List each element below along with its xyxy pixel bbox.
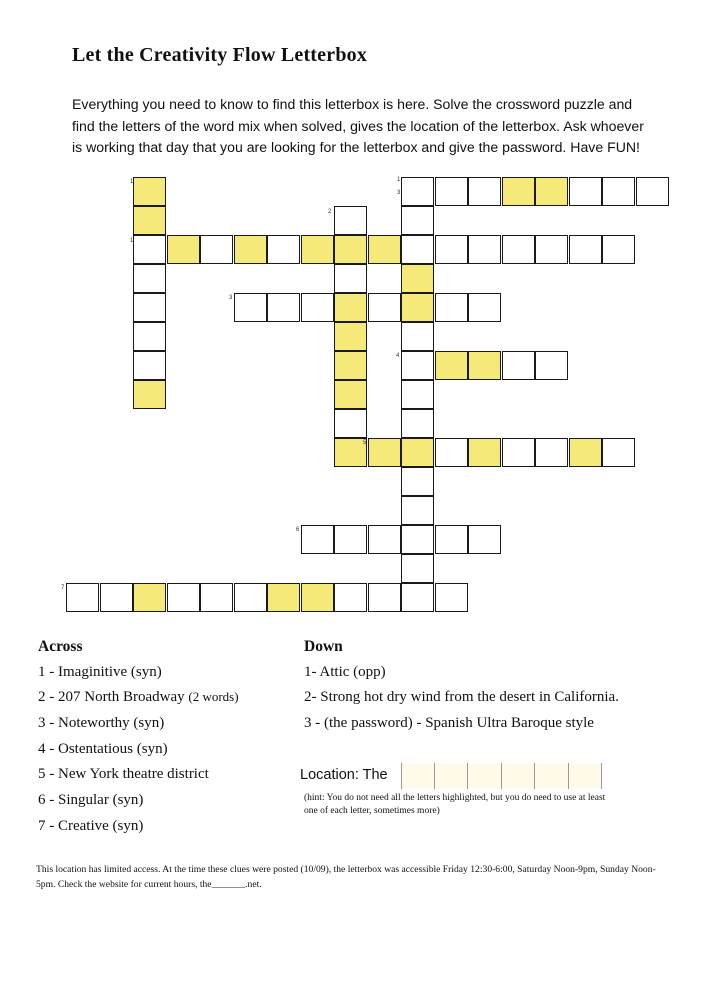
clue-number: 6 — [296, 527, 300, 533]
crossword-cell-highlighted[interactable] — [435, 351, 468, 380]
across-clue-1: 1 - Imaginitive (syn) — [38, 664, 162, 680]
crossword-cell[interactable] — [401, 351, 434, 380]
crossword-cell[interactable] — [435, 583, 468, 612]
crossword-cell-highlighted[interactable] — [267, 583, 300, 612]
crossword-cell[interactable] — [435, 235, 468, 264]
crossword-cell[interactable] — [234, 293, 267, 322]
crossword-cell-highlighted[interactable] — [334, 351, 367, 380]
crossword-cell[interactable] — [133, 351, 166, 380]
crossword-cell[interactable] — [368, 525, 401, 554]
crossword-cell[interactable] — [334, 206, 367, 235]
crossword-cell[interactable] — [468, 293, 501, 322]
crossword-cell[interactable] — [301, 293, 334, 322]
clue-number: 1 — [130, 238, 134, 244]
crossword-cell-highlighted[interactable] — [133, 583, 166, 612]
crossword-cell[interactable] — [401, 206, 434, 235]
location-label: Location: The — [300, 767, 388, 783]
crossword-cell[interactable] — [569, 177, 602, 206]
crossword-cell[interactable] — [602, 177, 635, 206]
crossword-cell[interactable] — [401, 380, 434, 409]
crossword-cell-highlighted[interactable] — [368, 235, 401, 264]
location-divider — [501, 763, 502, 789]
clue-number: 4 — [396, 353, 400, 359]
crossword-cell-highlighted[interactable] — [133, 380, 166, 409]
footer-note: This location has limited access. At the time these clues were posted (10/09), the letterbox was accessible Friday 12:30-6:00, Saturday Noon-9pm, Sunday Noon-5pm. Check the website for current hours, the_______.net. — [36, 864, 656, 890]
intro-line: is working that day that you are looking for the letterbox and give the password. Have FUN! — [72, 139, 640, 155]
crossword-cell[interactable] — [401, 467, 434, 496]
crossword-cell-highlighted[interactable] — [401, 264, 434, 293]
crossword-cell[interactable] — [401, 177, 434, 206]
crossword-cell-highlighted[interactable] — [133, 177, 166, 206]
across-clue-4: 4 - Ostentatious (syn) — [38, 741, 168, 757]
crossword-cell-highlighted[interactable] — [334, 293, 367, 322]
crossword-cell[interactable] — [401, 235, 434, 264]
clue-number: 1 — [397, 177, 401, 183]
crossword-cell[interactable] — [468, 177, 501, 206]
crossword-cell-highlighted[interactable] — [334, 380, 367, 409]
crossword-cell[interactable] — [602, 235, 635, 264]
crossword-cell[interactable] — [636, 177, 669, 206]
crossword-cell[interactable] — [133, 322, 166, 351]
location-divider — [534, 763, 535, 789]
clue-number: 7 — [61, 585, 65, 591]
location-divider — [401, 763, 402, 789]
crossword-cell[interactable] — [133, 293, 166, 322]
crossword-cell-highlighted[interactable] — [167, 235, 200, 264]
crossword-cell[interactable] — [468, 235, 501, 264]
crossword-cell-highlighted[interactable] — [133, 206, 166, 235]
across-clue-6: 6 - Singular (syn) — [38, 792, 144, 808]
crossword-cell[interactable] — [401, 525, 434, 554]
location-divider — [434, 763, 435, 789]
crossword-cell[interactable] — [368, 293, 401, 322]
across-clue-5: 5 - New York theatre district — [38, 766, 209, 782]
crossword-cell[interactable] — [301, 525, 334, 554]
crossword-cell[interactable] — [535, 235, 568, 264]
crossword-cell-highlighted[interactable] — [301, 235, 334, 264]
crossword-cell-highlighted[interactable] — [334, 235, 367, 264]
clue-number: 1 — [130, 179, 134, 185]
crossword-cell[interactable] — [133, 235, 166, 264]
crossword-cell[interactable] — [401, 409, 434, 438]
location-divider — [601, 763, 602, 789]
clue-text: 2 - 207 North Broadway — [38, 689, 189, 705]
crossword-cell-highlighted[interactable] — [468, 438, 501, 467]
crossword-cell[interactable] — [133, 264, 166, 293]
crossword-cell[interactable] — [334, 409, 367, 438]
location-divider — [467, 763, 468, 789]
crossword-cell[interactable] — [535, 351, 568, 380]
crossword-cell-highlighted[interactable] — [535, 177, 568, 206]
across-clue-7: 7 - Creative (syn) — [38, 818, 144, 834]
page-title: Let the Creativity Flow Letterbox — [72, 44, 368, 66]
crossword-cell[interactable] — [535, 438, 568, 467]
crossword-cell[interactable] — [334, 264, 367, 293]
crossword-cell[interactable] — [401, 322, 434, 351]
across-clue-3: 3 - Noteworthy (syn) — [38, 715, 165, 731]
crossword-cell[interactable] — [334, 525, 367, 554]
crossword-cell[interactable] — [502, 235, 535, 264]
crossword-cell-highlighted[interactable] — [468, 351, 501, 380]
down-clue-3: 3 - (the password) - Spanish Ultra Baroque style — [304, 715, 594, 731]
crossword-cell[interactable] — [435, 293, 468, 322]
crossword-cell[interactable] — [200, 583, 233, 612]
crossword-cell[interactable] — [66, 583, 99, 612]
crossword-cell[interactable] — [435, 438, 468, 467]
clue-number: 5 — [363, 440, 367, 446]
clue-number: 2 — [328, 209, 332, 215]
crossword-cell-highlighted[interactable] — [368, 438, 401, 467]
across-heading: Across — [38, 638, 83, 655]
location-divider — [568, 763, 569, 789]
crossword-cell-highlighted[interactable] — [502, 177, 535, 206]
crossword-cell[interactable] — [401, 496, 434, 525]
crossword-cell[interactable] — [100, 583, 133, 612]
crossword-cell[interactable] — [267, 293, 300, 322]
down-clue-2: 2- Strong hot dry wind from the desert in California. — [304, 689, 619, 705]
crossword-cell[interactable] — [569, 235, 602, 264]
crossword-cell-highlighted[interactable] — [569, 438, 602, 467]
crossword-cell[interactable] — [502, 438, 535, 467]
clue-number: 3 — [397, 190, 401, 196]
crossword-cell[interactable] — [435, 177, 468, 206]
crossword-cell[interactable] — [401, 583, 434, 612]
crossword-cell[interactable] — [167, 583, 200, 612]
crossword-cell[interactable] — [267, 235, 300, 264]
clue-number: 3 — [229, 295, 233, 301]
intro-line: find the letters of the word mix when solved, gives the location of the letterbox. Ask whoever — [72, 117, 644, 134]
crossword-cell-highlighted[interactable] — [234, 235, 267, 264]
clue-note: (2 words) — [188, 689, 239, 704]
down-heading: Down — [304, 638, 343, 655]
crossword-cell-highlighted[interactable] — [301, 583, 334, 612]
crossword-cell-highlighted[interactable] — [401, 293, 434, 322]
crossword-cell[interactable] — [502, 351, 535, 380]
crossword-cell[interactable] — [468, 525, 501, 554]
crossword-cell-highlighted[interactable] — [401, 438, 434, 467]
down-clue-1: 1- Attic (opp) — [304, 664, 386, 680]
crossword-cell-highlighted[interactable] — [334, 322, 367, 351]
crossword-cell[interactable] — [401, 554, 434, 583]
crossword-cell[interactable] — [200, 235, 233, 264]
crossword-cell[interactable] — [368, 583, 401, 612]
intro-line: Everything you need to know to find this letterbox is here. Solve the crossword puzzle and — [72, 96, 633, 112]
across-clue-2 — [38, 689, 239, 706]
crossword-cell[interactable] — [602, 438, 635, 467]
crossword-cell[interactable] — [435, 525, 468, 554]
hint-text: (hint: You do not need all the letters highlighted, but you do need to use at least one of each letter, sometimes more) — [304, 793, 606, 816]
crossword-cell[interactable] — [334, 583, 367, 612]
crossword-cell[interactable] — [234, 583, 267, 612]
